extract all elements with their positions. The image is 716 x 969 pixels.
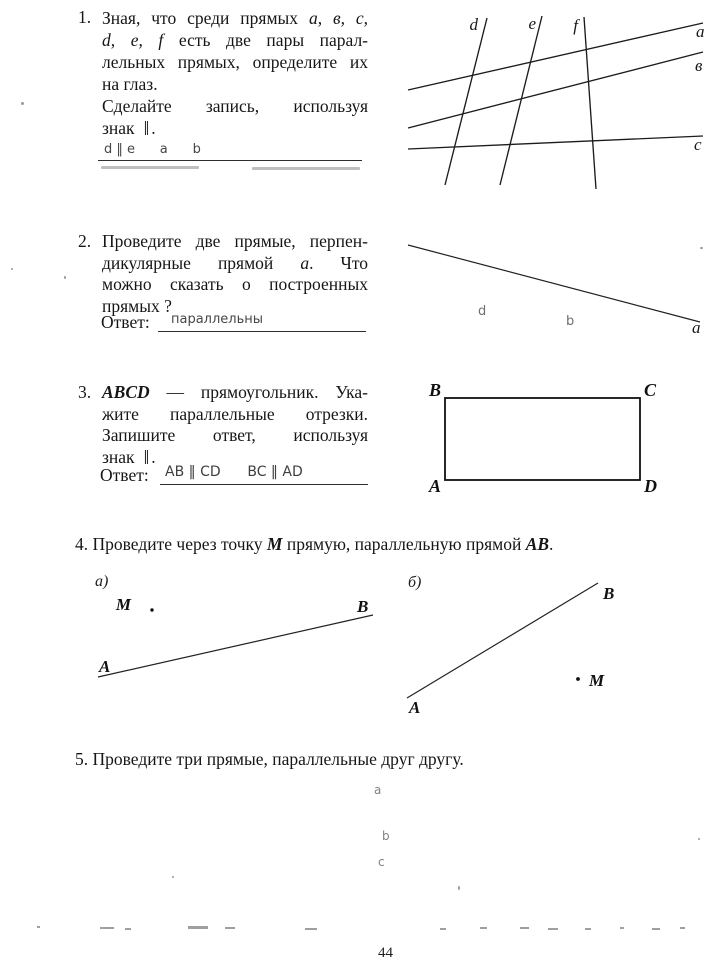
scan-smudge: [101, 166, 199, 169]
sign-word: знак: [102, 446, 135, 467]
figure-4b: [395, 565, 705, 717]
scan-dash: [125, 928, 131, 930]
fig4b-sublabel: б): [408, 574, 422, 591]
task-3-line-3: Запишите ответ, используя: [102, 425, 368, 445]
fig2-pencil-b: b: [566, 314, 575, 329]
parallel-sign: ‖: [143, 446, 150, 469]
scan-speck: [11, 268, 13, 270]
task-5-number: 5.: [75, 749, 89, 769]
scan-dash: [620, 927, 624, 929]
task-1-line-6: [102, 117, 368, 139]
fig4a-label-M: M: [115, 595, 131, 614]
fig1-line-d: [445, 18, 487, 185]
task-1-line-1-letters: а, в, с,: [308, 8, 368, 28]
task-3-otvet-label: Ответ:: [100, 465, 149, 485]
task-2-otvet-label: Ответ:: [101, 312, 150, 332]
fig3-rect-abcd: [445, 398, 640, 480]
scan-dash: [225, 927, 235, 929]
fig1-line-a: [408, 23, 703, 90]
task-5-pencil-c: c: [378, 855, 385, 869]
task-2-line-2: [102, 253, 368, 275]
task-1-line-4: на глаз.: [102, 74, 158, 94]
task-3-line-2: жите параллельные отрезки.: [102, 403, 368, 424]
task-4-period: .: [549, 534, 554, 554]
scan-dash: [480, 927, 487, 929]
fig1-line-c: [408, 136, 703, 149]
fig1-label-c: c: [694, 135, 702, 154]
scan-speck: [698, 838, 700, 840]
task-5-pencil-a: a: [374, 783, 382, 797]
task-1-line-1: [102, 7, 368, 29]
task-5-text: Проведите три прямые, параллельные друг другу.: [92, 749, 464, 769]
fig4a-label-A: A: [99, 657, 111, 676]
page-number: 44: [378, 945, 393, 961]
fig4b-label-A: A: [409, 698, 421, 717]
fig1-line-v: [408, 52, 703, 128]
task-1-line-3: лельных прямых, определите их: [102, 52, 368, 72]
task-1-line-1-text: Зная, что среди прямых: [102, 8, 299, 28]
task-3-answer-line: [160, 462, 368, 485]
task-2-answer-line: [158, 310, 366, 332]
fig4b-line-AB: [407, 583, 598, 698]
scan-speck: [458, 886, 460, 890]
sign-word: знак: [102, 118, 135, 138]
task-3-block: [78, 382, 370, 468]
task-5-pencil-b: b: [382, 829, 390, 843]
task-1-answer-text: d ‖ e a b: [104, 142, 201, 157]
task-2-number: 2.: [78, 231, 92, 251]
task-1-answer-line: [98, 139, 362, 161]
fig2-pencil-d: d: [478, 304, 487, 319]
scan-dash: [440, 928, 446, 930]
task-3-number: 3.: [78, 382, 92, 402]
fig1-line-e: [500, 16, 542, 185]
fig3-label-D: D: [644, 476, 657, 496]
task-1-line-2-letters: d, e, f: [102, 30, 164, 50]
task-3-abcd: ABCD: [102, 382, 150, 402]
fig1-line-f: [584, 17, 596, 189]
fig3-label-B: B: [428, 380, 441, 400]
scan-dash: [188, 926, 208, 929]
fig3-label-A: A: [428, 476, 441, 496]
task-2-line-2-text: дикулярные прямой: [102, 252, 274, 273]
fig4b-label-M: M: [589, 671, 605, 690]
task-4-line-AB: АВ: [525, 534, 550, 554]
task-5-header: [75, 749, 464, 770]
task-3-line-1: [102, 382, 368, 404]
scan-dash: [520, 927, 529, 929]
scan-dash: [585, 928, 591, 930]
sign-period: .: [151, 118, 156, 138]
task-1-line-2-text: есть две пары парал-: [178, 30, 369, 50]
figure-1-six-lines: [400, 4, 712, 194]
task-1-block: [78, 7, 370, 139]
fig4b-label-B: B: [603, 584, 615, 603]
scan-dash: [305, 928, 317, 930]
fig1-label-f: f: [573, 16, 578, 35]
scan-dash: [100, 927, 114, 929]
task-2-answer-text: параллельны: [171, 312, 264, 327]
sign-period: .: [151, 446, 156, 467]
fig2-line-a: [408, 245, 700, 322]
fig4a-label-B: B: [357, 597, 369, 616]
fig4b-point-M-dot: [576, 677, 580, 681]
task-4-point-M: М: [266, 534, 283, 554]
task-3-line-1-text: — прямоугольник. Ука-: [166, 382, 369, 402]
task-2-line-2-tail: . Что: [309, 252, 368, 273]
task-4-text-a: Проведите через точку: [92, 534, 263, 554]
task-1-line-2: [102, 29, 368, 51]
task-1-number: 1.: [78, 7, 92, 27]
figure-2-line-a: [400, 233, 712, 339]
fig4a-line-AB: [98, 615, 373, 677]
scan-dash: [652, 928, 660, 930]
scan-speck: [21, 102, 24, 105]
fig1-label-e: e: [528, 14, 536, 33]
task-2-block: [78, 231, 370, 317]
task-4-text-b: прямую, параллельную прямой: [286, 534, 522, 554]
fig4a-point-M-dot: [150, 608, 153, 611]
scan-speck: [64, 276, 66, 279]
scan-speck: [172, 876, 174, 878]
fig1-label-d: d: [469, 15, 478, 34]
figure-4a: [85, 568, 390, 686]
task-2-line-3: можно сказать о построенных: [102, 274, 368, 294]
figure-3-rectangle: [420, 380, 690, 498]
parallel-sign: ‖: [143, 118, 150, 140]
fig1-label-v: в: [695, 56, 703, 75]
task-2-line-1: Проведите две прямые, перпен-: [102, 231, 368, 251]
scan-speck: [700, 247, 703, 249]
scan-dash: [548, 928, 558, 930]
task-4-header: [75, 534, 553, 555]
task-2-line-4: прямых ?: [102, 295, 172, 316]
fig3-label-C: C: [644, 380, 657, 400]
task-1-line-5: Сделайте запись, используя: [102, 96, 368, 116]
fig4a-sublabel: а): [95, 573, 109, 590]
scan-dash: [680, 927, 685, 929]
scan-dash: [37, 926, 40, 928]
scan-smudge: [252, 167, 360, 170]
task-3-answer-text: AB ‖ CD BC ‖ AD: [165, 464, 303, 480]
task-4-number: 4.: [75, 534, 89, 554]
task-2-line-2-letter: а: [300, 252, 310, 273]
fig2-label-a: a: [692, 318, 701, 337]
fig1-label-a: a: [696, 22, 705, 41]
